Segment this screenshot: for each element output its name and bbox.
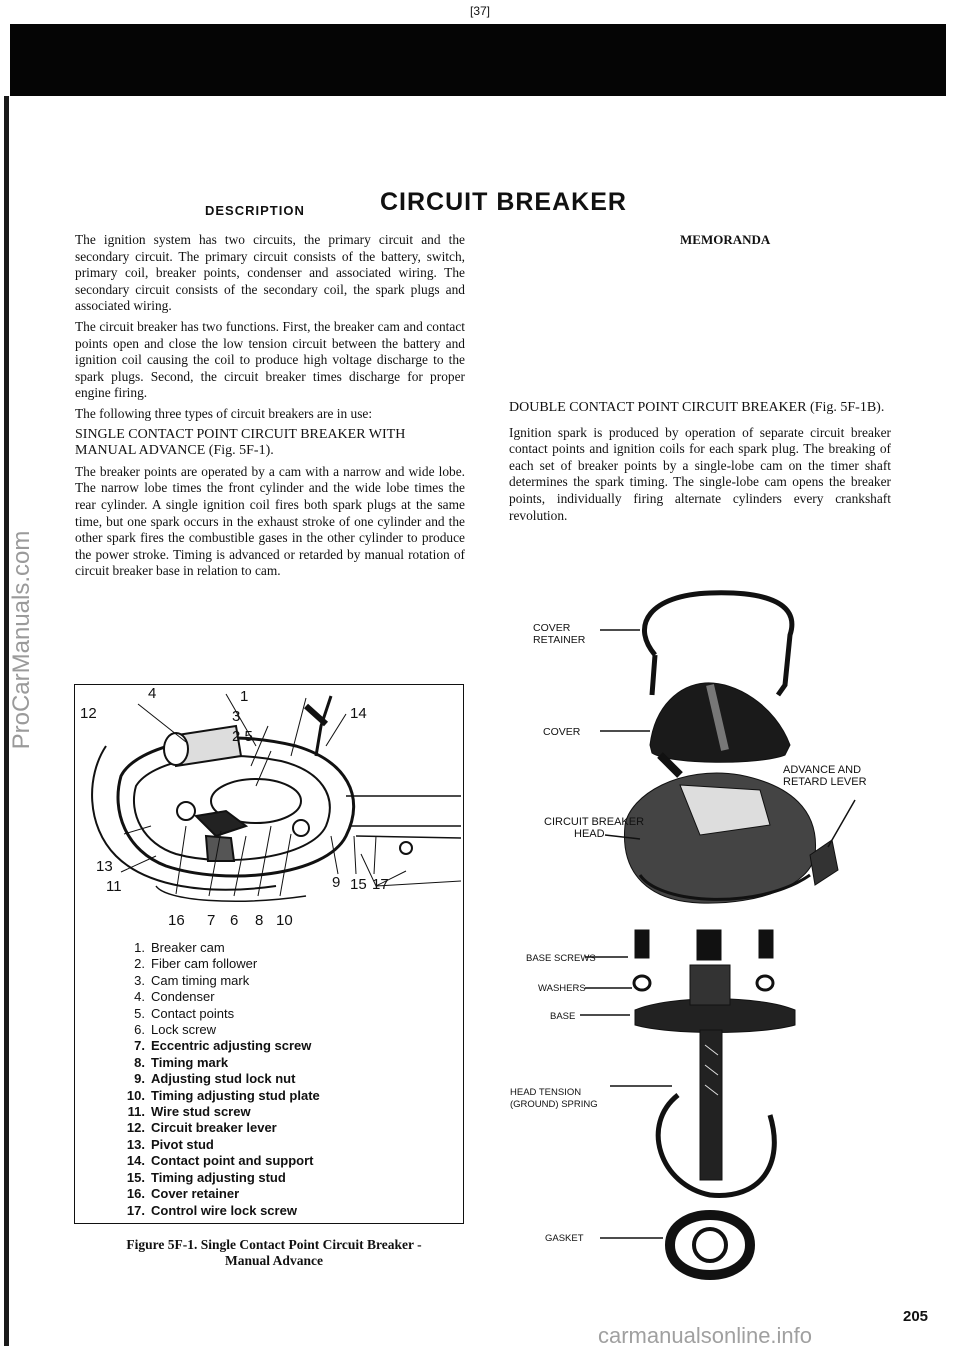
header-black-band <box>10 24 946 96</box>
right-column <box>509 400 891 528</box>
paragraph: The following three types of circuit breakers are in use: <box>75 405 373 421</box>
legend-item: 14. Contact point and support <box>126 1153 314 1169</box>
figure-5f1-legend <box>119 940 439 1219</box>
paragraph: The circuit breaker has two functions. First, the breaker cam and contact points open and close the low tension circuit between the battery and ignition coil causing the coil to produce high voltage discharge to the spark plugs. Second, the circuit breaker times discharge for proper engine firing. <box>75 318 465 401</box>
legend-item: 13. Pivot stud <box>126 1136 214 1152</box>
label-cover: COVER <box>543 726 581 738</box>
callout-7: 7 <box>207 912 216 929</box>
label-base: BASE <box>550 1011 576 1022</box>
legend-item: 4. Condenser <box>134 989 215 1005</box>
legend-item: 3. Cam timing mark <box>134 972 250 988</box>
callout-16: 16 <box>168 912 185 929</box>
legend-item: 12. Circuit breaker lever <box>126 1120 277 1136</box>
legend-item: 10. Timing adjusting stud plate <box>126 1087 320 1103</box>
legend-item: 6. Lock screw <box>134 1022 217 1038</box>
memoranda-label: MEMORANDA <box>680 232 771 247</box>
legend-item: 8. Timing mark <box>134 1054 229 1070</box>
legend-item: 5. Contact points <box>134 1005 235 1021</box>
label-advance-retard-lever: ADVANCE AND RETARD LEVER <box>783 764 867 788</box>
callout-1: 1 <box>240 688 249 705</box>
section-heading: SINGLE CONTACT POINT CIRCUIT BREAKER WITH MANUAL ADVANCE (Fig. 5F-1). <box>75 426 406 459</box>
label-circuit-breaker-head: CIRCUIT BREAKER HEAD <box>544 816 645 840</box>
callout-15: 15 <box>350 876 367 893</box>
callout-4: 4 <box>148 685 157 702</box>
paragraph: The breaker points are operated by a cam with a narrow and wide lobe. The narrow lobe times the front cylinder and the wide lobe times the rear cylinder. A single ignition coil fires both spark plugs at the same time, but one spark occurs in the exhaust stroke of one cylinder and the other spark fires the combustible gases in the other cylinder to produce the power stroke. Timing is advanced or retarded by manual rotation of circuit breaker base in relation to cam. <box>75 463 465 579</box>
side-watermark-text: ProCarManuals.com <box>8 530 35 750</box>
figure-5f1-caption: Figure 5F-1. Single Contact Point Circuit Breaker - Manual Advance <box>126 1237 422 1268</box>
callout-14: 14 <box>350 705 367 722</box>
page-number: 205 <box>903 1308 929 1325</box>
label-head-tension-spring: HEAD TENSION (GROUND) SPRING <box>510 1087 598 1110</box>
legend-item: 2. Fiber cam follower <box>134 956 258 972</box>
legend-item: 1. Breaker cam <box>134 940 225 955</box>
figure-exploded-view <box>560 585 920 1285</box>
callout-2-5: 2 5 <box>232 728 253 745</box>
legend-item: 9. Adjusting stud lock nut <box>134 1071 296 1087</box>
legend-item: 16. Cover retainer <box>126 1186 240 1202</box>
bottom-watermark: carmanualsonline.info <box>598 1323 813 1348</box>
legend-item: 11. Wire stud screw <box>127 1104 251 1120</box>
label-cover-retainer: COVER RETAINER <box>533 622 586 646</box>
paragraph: The ignition system has two circuits, the primary circuit and the secondary circuit. The primary circuit consists of the battery, switch, primary coil, breaker points, condenser and associated wiring. The secondary circuit consists of the secondary coil, the spark plugs and associated wiring. <box>75 232 465 314</box>
callout-11: 11 <box>106 878 122 895</box>
label-washers: WASHERS <box>538 983 586 994</box>
callout-3: 3 <box>232 708 241 725</box>
paragraph: Ignition spark is produced by operation of separate circuit breaker contact points and ignition coils for each spark plug. The breaking of each set of breaker points by a single-lobe cam on the timer shaft determines the spark timing. The single-lobe cam opens the breaker points, individually firing alternate cylinders every crankshaft revolution. <box>509 424 891 523</box>
figure-5f1-drawing <box>76 686 462 936</box>
legend-item: 7. Eccentric adjusting screw <box>134 1038 312 1054</box>
page-marker: [37] <box>469 4 490 18</box>
label-base-screws: BASE SCREWS <box>526 953 596 964</box>
callout-10: 10 <box>276 912 293 929</box>
callout-12: 12 <box>80 705 97 722</box>
legend-item: 17. Control wire lock screw <box>126 1202 297 1218</box>
side-watermark <box>2 430 42 850</box>
page-title: CIRCUIT BREAKER <box>380 188 627 216</box>
callout-9: 9 <box>332 874 341 891</box>
callout-13: 13 <box>96 858 113 875</box>
legend-item: 15. Timing adjusting stud <box>126 1169 286 1185</box>
callout-6: 6 <box>230 912 239 929</box>
section-heading: DOUBLE CONTACT POINT CIRCUIT BREAKER (Fig. 5F-1B). <box>509 400 885 415</box>
left-column <box>75 232 465 584</box>
callout-17: 17 <box>372 876 389 893</box>
label-gasket: GASKET <box>545 1233 584 1244</box>
callout-8: 8 <box>255 912 264 929</box>
description-heading: DESCRIPTION <box>205 203 305 218</box>
